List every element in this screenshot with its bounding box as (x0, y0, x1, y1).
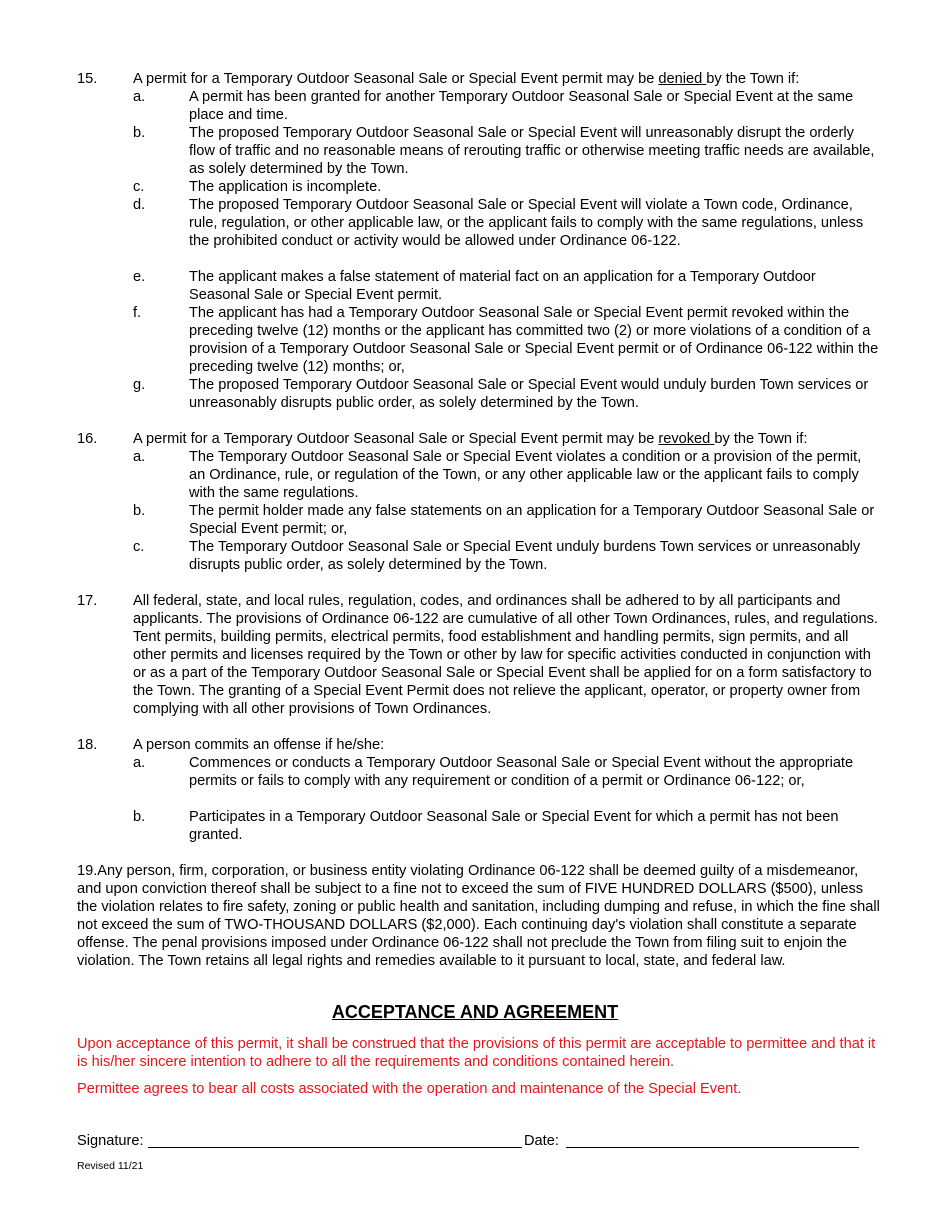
sub-letter: a. (133, 449, 146, 465)
sub-letter: b. (133, 125, 146, 141)
item-lead: All federal, state, and local rules, regulation, codes, and ordinances shall be adhered to by all participants and applicants. The provisions of Ordinance 06-122 are cumulative of all other Town Ordinances, rules, and regulations. Tent permits, building permits, electrical permits, food establishment and handling permits, sign permits, and all other permits and licenses required by the Town or other by law for specific activities conducted in conjunction with or as a part of the Temporary Outdoor Seasonal Sale or Special Event shall be applied for on a form satisfactory to the Town. The granting of a Special Event Permit does not relieve the applicant, operator, or property owner from complying with all other provisions of Town Ordinances. (133, 593, 878, 717)
sub-text: The Temporary Outdoor Seasonal Sale or Special Event unduly burdens Town services or unreasonably disrupts public order, as solely determined by the Town. (189, 539, 861, 573)
item-19-paragraph: 19.Any person, firm, corporation, or business entity violating Ordinance 06-122 shall be deemed guilty of a misdemeanor, and upon conviction thereof shall be subject to a fine not to exceed the sum of FIVE HUNDRED DOLLARS ($500), unless the violation relates to fire safety, zoning or public health and sanitation, including dumping and refuse, in which the fine shall not exceed the sum of TWO-THOUSAND DOLLARS ($2,000). Each continuing day's violation shall constitute a separate offense. The penal provisions imposed under Ordinance 06-122 shall not preclude the Town from filing suit to enjoin the violation. The Town retains all legal rights and remedies available to it pursuant to local, state, and federal law. (77, 863, 880, 969)
sub-text: The applicant has had a Temporary Outdoor Seasonal Sale or Special Event permit revoked within the preceding twelve (12) months or the applicant has committed two (2) or more violations of a condition of a provision of a Temporary Outdoor Seasonal Sale or Special Event permit or of Ordinance 06-122 within the preceding twelve (12) months; or, (189, 305, 879, 375)
acceptance-heading: ACCEPTANCE AND AGREEMENT (331, 1002, 619, 1022)
sub-letter: a. (133, 755, 146, 771)
revised-note: Revised 11/21 (77, 1160, 144, 1172)
sub-text: The proposed Temporary Outdoor Seasonal Sale or Special Event would unduly burden Town services or unreasonably disrupts public order, as solely determined by the Town. (189, 377, 869, 411)
sub-letter: g. (133, 377, 146, 393)
date-line[interactable] (566, 1147, 859, 1148)
sub-text: The applicant makes a false statement of material fact on an application for a Temporary Outdoor Seasonal Sale or Special Event permit. (189, 269, 816, 303)
sub-letter: d. (133, 197, 146, 213)
signature-label: Signature: (77, 1133, 144, 1149)
sub-letter: c. (133, 179, 145, 195)
signature-line[interactable] (148, 1147, 522, 1148)
acceptance-paragraph-1: Upon acceptance of this permit, it shall be construed that the provisions of this permit are acceptable to permittee and that it is his/her sincere intention to adhere to all the requirements and conditions contained herein. (77, 1036, 876, 1070)
sub-letter: e. (133, 269, 146, 285)
sub-letter: b. (133, 809, 146, 825)
sub-letter: c. (133, 539, 145, 555)
sub-text: Participates in a Temporary Outdoor Seasonal Sale or Special Event for which a permit has not been granted. (189, 809, 839, 843)
sub-letter: b. (133, 503, 146, 519)
item-number: 15. (77, 71, 98, 87)
sub-text: The proposed Temporary Outdoor Seasonal Sale or Special Event will violate a Town code, Ordinance, rule, regulation, or other applicable law, or the applicant fails to comply with the same regulations, unless the prohibited conduct or activity would be allowed under Ordinance 06-122. (189, 197, 864, 249)
sub-text: The permit holder made any false statements on an application for a Temporary Outdoor Seasonal Sale or Special Event permit; or, (189, 503, 875, 537)
date-label: Date: (524, 1133, 559, 1149)
item-lead: A permit for a Temporary Outdoor Seasonal Sale or Special Event permit may be denied by the Town if: (133, 71, 800, 87)
sub-text: The Temporary Outdoor Seasonal Sale or Special Event violates a condition or a provision of the permit, an Ordinance, rule, or regulation of the Town, or any other applicable law or the applicant fails to comply with the same regulations. (189, 449, 862, 501)
item-lead: A permit for a Temporary Outdoor Seasonal Sale or Special Event permit may be revoked by the Town if: (133, 431, 808, 447)
sub-text: The proposed Temporary Outdoor Seasonal Sale or Special Event will unreasonably disrupt the orderly flow of traffic and no reasonable means of rerouting traffic or otherwise meeting traffic needs are available, as solely determined by the Town. (189, 125, 875, 177)
item-lead: A person commits an offense if he/she: (133, 737, 385, 753)
sub-text: The application is incomplete. (189, 179, 382, 195)
item-number: 18. (77, 737, 98, 753)
sub-letter: f. (133, 305, 142, 321)
sub-text: A permit has been granted for another Temporary Outdoor Seasonal Sale or Special Event at the same place and time. (189, 89, 854, 123)
acceptance-paragraph-2: Permittee agrees to bear all costs associated with the operation and maintenance of the Special Event. (77, 1081, 742, 1097)
item-number: 16. (77, 431, 98, 447)
sub-letter: a. (133, 89, 146, 105)
item-number: 17. (77, 593, 98, 609)
sub-text: Commences or conducts a Temporary Outdoor Seasonal Sale or Special Event without the appropriate permits or fails to comply with any requirement or condition of a permit or Ordinance 06-122; or, (189, 755, 854, 789)
